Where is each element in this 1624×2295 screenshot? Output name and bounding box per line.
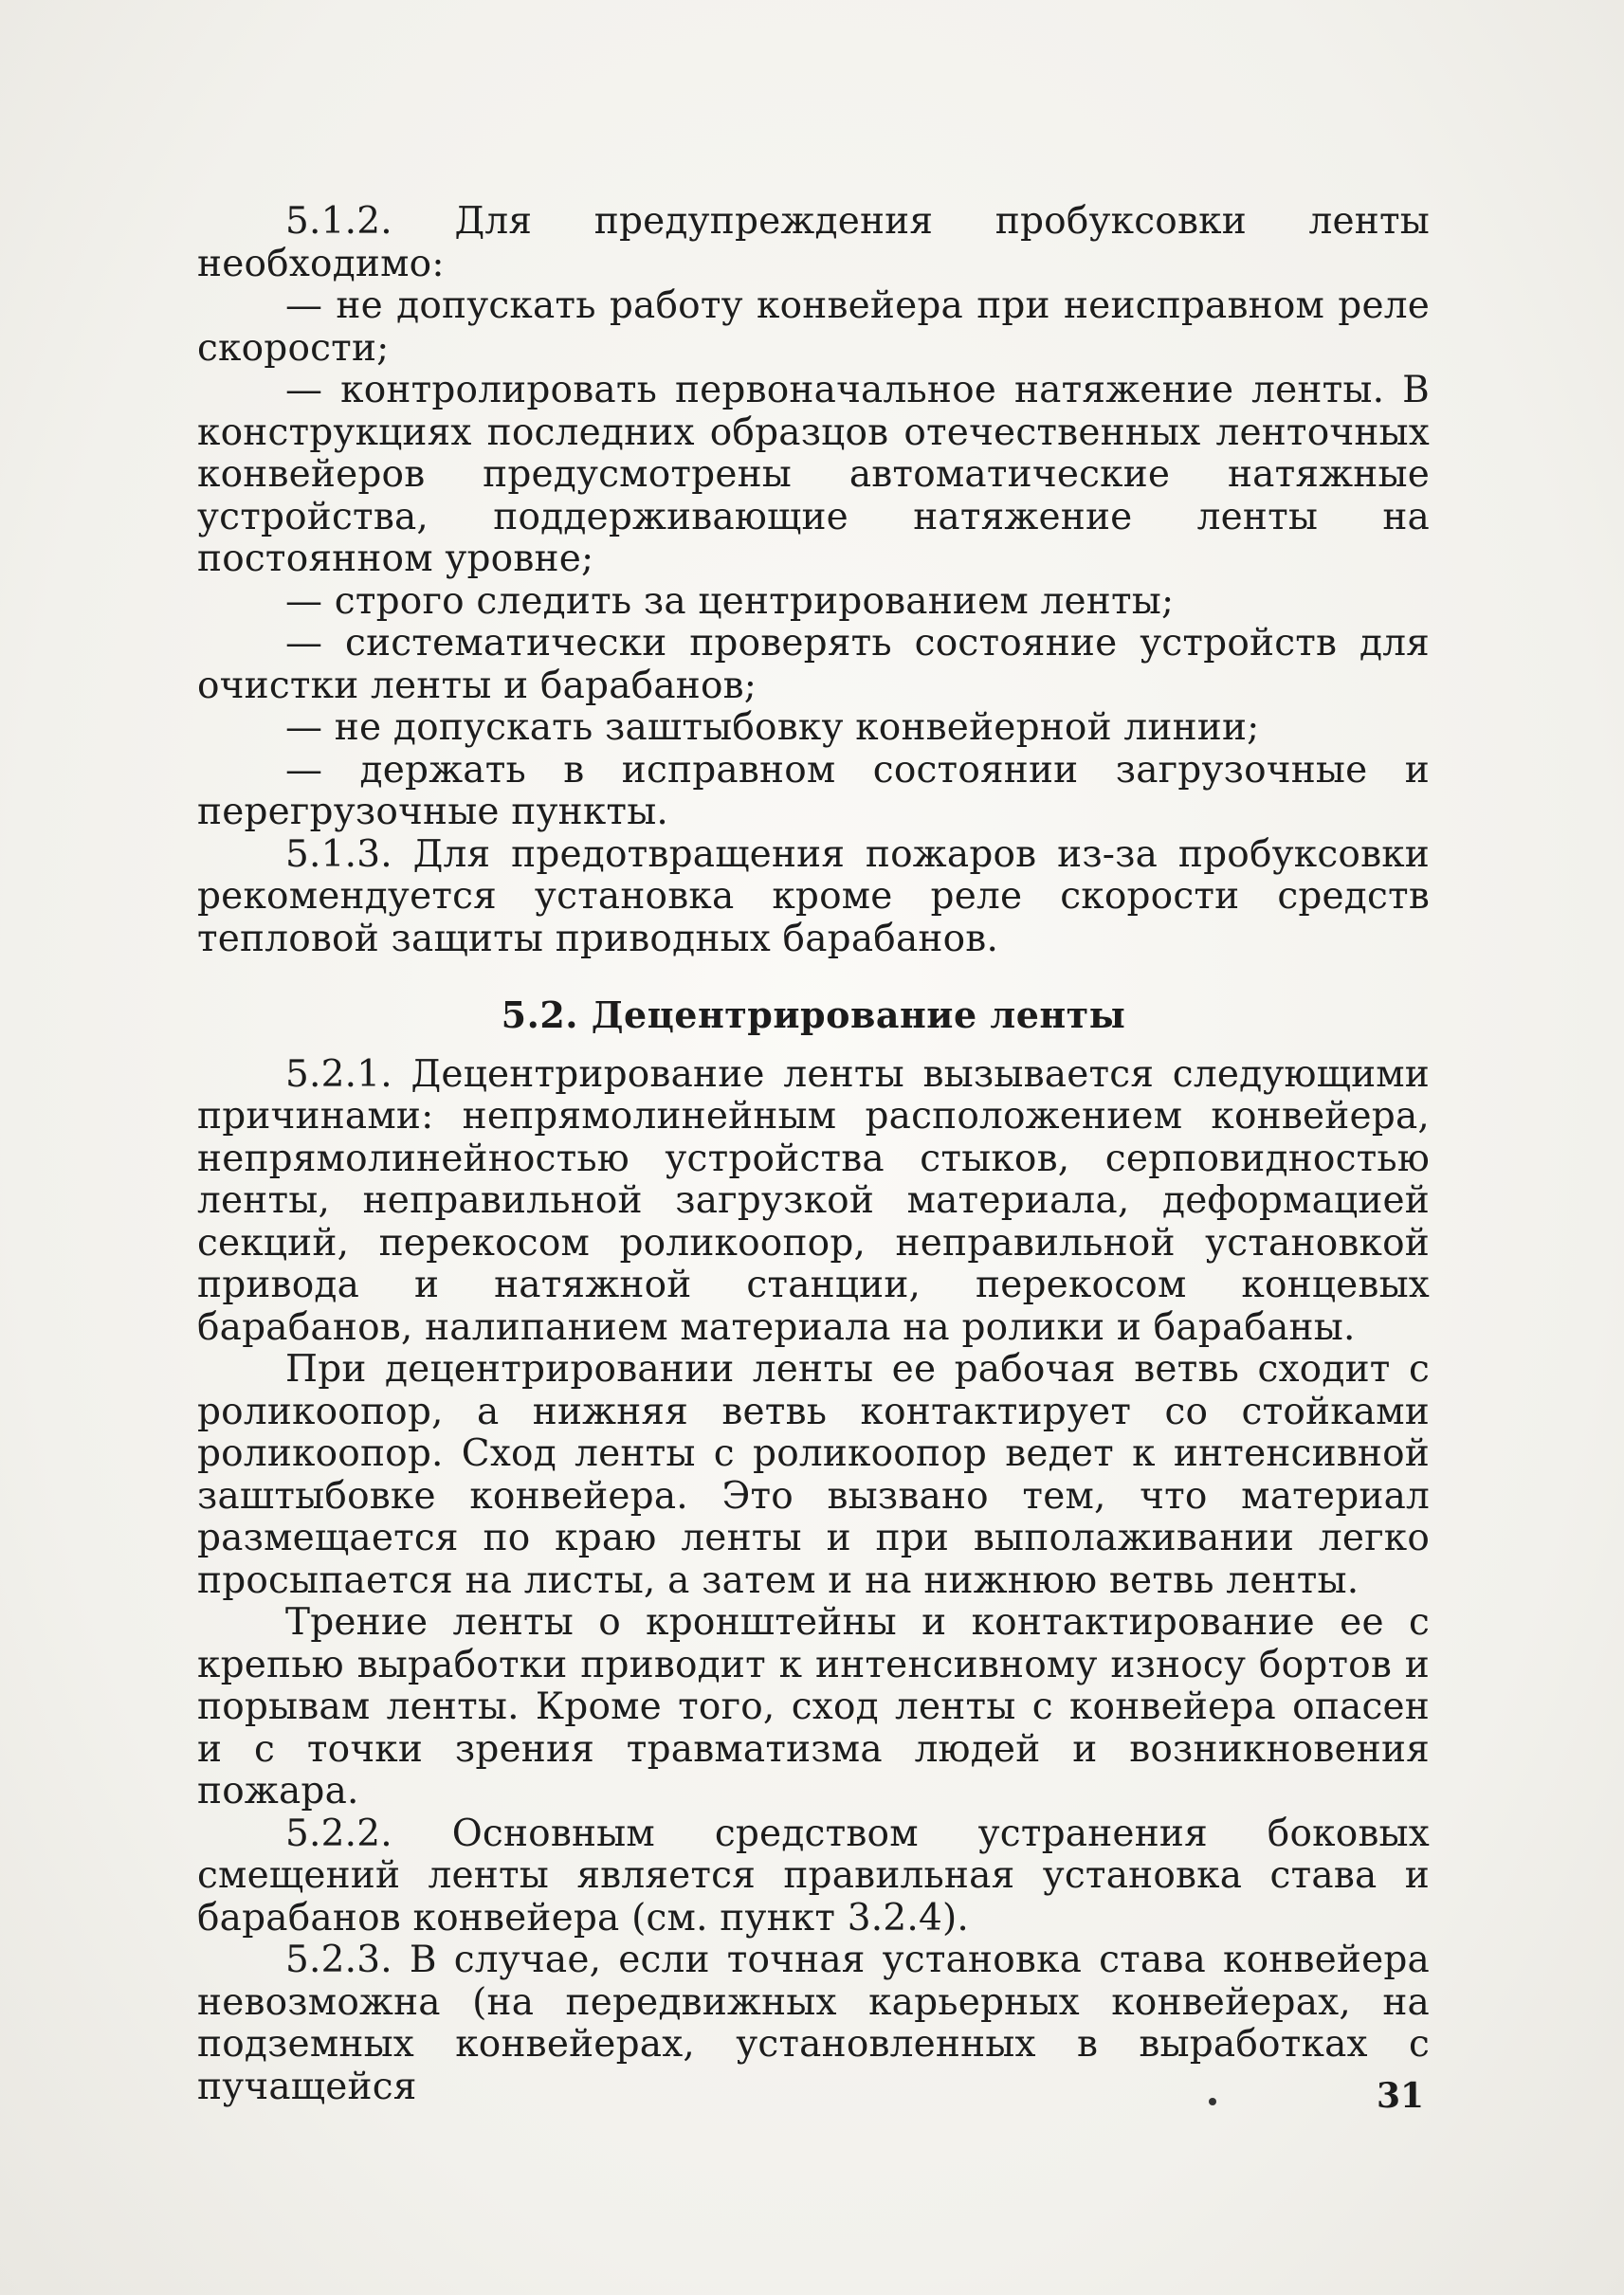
section-5-2-2: 5.2.2. Основным средством устранения боковых смещений ленты является правильная установка става и барабанов конвейера (см. пункт 3.2.4). <box>197 1812 1430 1940</box>
list-item: — не допускать работу конвейера при неисправном реле скорости; <box>197 284 1430 370</box>
ink-speck <box>1209 2098 1216 2105</box>
section-5-2-3: 5.2.3. В случае, если точная установка става конвейера невозможна (на передвижных карьерных конвейерах, на подземных конвейерах, установленных в выработках с пучащейся <box>197 1939 1430 2108</box>
list-item: — не допускать заштыбовку конвейерной линии; <box>285 706 1260 749</box>
body-text <box>197 201 1430 2108</box>
list-item: — систематически проверять состояние устройств для очистки ленты и барабанов; <box>197 622 1430 707</box>
list-item: — контролировать первоначальное натяжение ленты. В конструкциях последних образцов отечественных ленточных конвейеров предусмотрены автоматические натяжные устройства, поддерживающие натяжение ленты на постоянном уровне; <box>197 369 1430 580</box>
section-5-1-2-intro: 5.1.2. Для предупреждения пробуксовки ленты необходимо: <box>197 200 1430 285</box>
page-number: 31 <box>1377 2076 1425 2116</box>
section-5-1-3: 5.1.3. Для предотвращения пожаров из-за пробуксовки рекомендуется установка кроме реле скорости средств тепловой защиты приводных барабанов. <box>197 832 1430 960</box>
list-item: — держать в исправном состоянии загрузочные и перегрузочные пункты. <box>197 748 1430 833</box>
section-heading: 5.2. Децентрирование ленты <box>501 993 1126 1036</box>
paragraph-decentering: При децентрировании ленты ее рабочая ветвь сходит с роликоопор, а нижняя ветвь контактирует со стойками роликоопор. Сход ленты с роликоопор ведет к интенсивной заштыбовке конвейера. Это вызвано тем, что материал размещается по краю ленты и при выполаживании легко просыпается на листы, а затем и на нижнюю ветвь ленты. <box>197 1348 1430 1602</box>
list-item: — строго следить за центрированием ленты; <box>285 579 1175 623</box>
paragraph-friction: Трение ленты о кронштейны и контактирование ее с крепью выработки приводит к интенсивному износу бортов и порывам ленты. Кроме того, сход ленты с конвейера опасен и с точки зрения травматизма людей и возникновения пожара. <box>197 1601 1430 1812</box>
section-5-2-1: 5.2.1. Децентрирование ленты вызывается следующими причинами: непрямолинейным расположением конвейера, непрямолинейностью устройства стыков, серповидностью ленты, неправильной загрузкой материала, деформацией секций, перекосом роликоопор, неправильной установкой привода и натяжной станции, перекосом концевых барабанов, налипанием материала на ролики и барабаны. <box>197 1052 1430 1349</box>
